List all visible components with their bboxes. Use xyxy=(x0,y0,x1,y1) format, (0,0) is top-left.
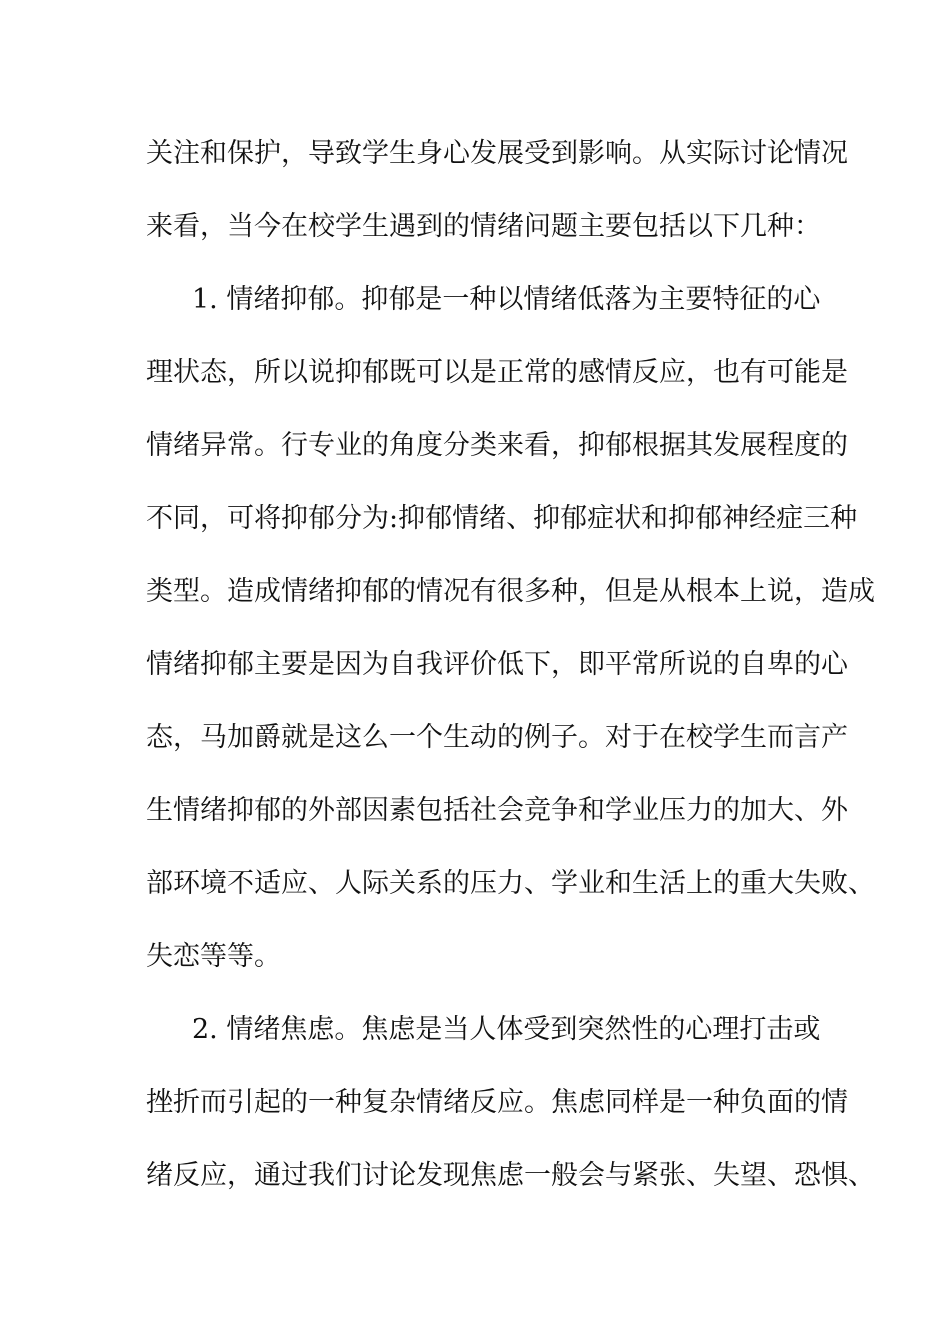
body-text-line: 不同，可将抑郁分为:抑郁情绪、抑郁症状和抑郁神经症三种 xyxy=(146,503,858,534)
body-text-line: 类型。造成情绪抑郁的情况有很多种，但是从根本上说，造成 xyxy=(146,576,875,607)
list-item-1-line: 1. 情绪抑郁。抑郁是一种以情绪低落为主要特征的心 xyxy=(192,284,821,315)
list-item-2-line: 2. 情绪焦虑。焦虑是当人体受到突然性的心理打击或 xyxy=(192,1014,821,1045)
body-text-line: 态，马加爵就是这么一个生动的例子。对于在校学生而言产 xyxy=(146,722,848,753)
body-text-line: 挫折而引起的一种复杂情绪反应。焦虑同样是一种负面的情 xyxy=(146,1087,848,1118)
body-text-line: 生情绪抑郁的外部因素包括社会竞争和学业压力的加大、外 xyxy=(146,795,848,826)
body-text-line: 失恋等等。 xyxy=(146,941,281,972)
body-text-line: 理状态，所以说抑郁既可以是正常的感情反应，也有可能是 xyxy=(146,357,848,388)
body-text-line: 来看，当今在校学生遇到的情绪问题主要包括以下几种： xyxy=(146,211,821,242)
body-text-line: 情绪异常。行专业的角度分类来看，抑郁根据其发展程度的 xyxy=(146,430,848,461)
body-text-line: 关注和保护，导致学生身心发展受到影响。从实际讨论情况 xyxy=(146,138,848,169)
body-text-line: 情绪抑郁主要是因为自我评价低下，即平常所说的自卑的心 xyxy=(146,649,848,680)
body-text-line: 绪反应，通过我们讨论发现焦虑一般会与紧张、失望、恐惧、 xyxy=(146,1160,875,1191)
body-text-line: 部环境不适应、人际关系的压力、学业和生活上的重大失败、 xyxy=(146,868,875,899)
